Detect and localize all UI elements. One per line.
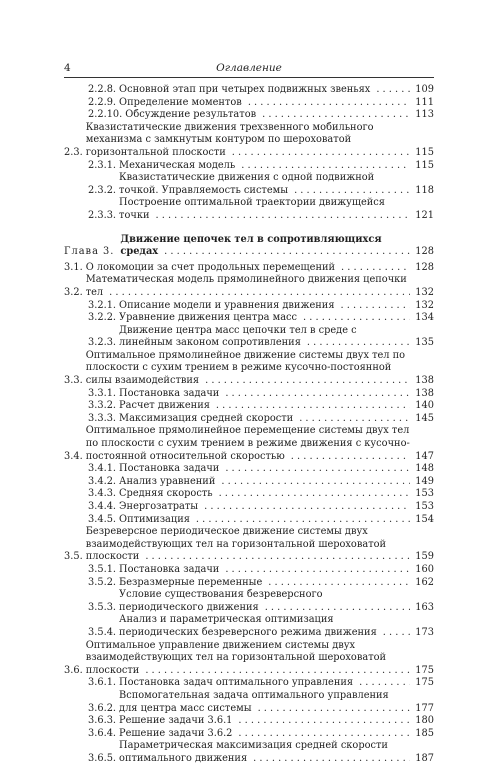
page-number: 4 [64, 62, 71, 74]
toc-entry-title-wrap [86, 526, 410, 564]
toc-subsection-entry [64, 97, 434, 110]
toc-entry-page: 115 [410, 160, 434, 173]
toc-entry-title: Основной этап при четырех подвижных звеньях [119, 84, 371, 95]
toc-entry-page: 154 [410, 514, 434, 527]
toc-entry-page: 138 [410, 388, 434, 401]
toc-entry-title-wrap [119, 160, 410, 173]
toc-entry-page: 115 [410, 147, 434, 160]
toc-entry-title: Движение центра масс цепочки тел в среде с линейным законом сопротивления [119, 324, 357, 349]
toc-entry-number: 3.3.3. [88, 412, 117, 424]
toc-entry-title-wrap [125, 109, 410, 122]
toc-entry-title-wrap [119, 514, 410, 527]
toc-entry-page: 135 [410, 337, 434, 350]
toc-entry-number: 3.4.1. [88, 463, 117, 475]
toc-entry-title-wrap [119, 312, 410, 325]
toc-entry-number: 3.4.5. [88, 513, 117, 525]
toc-subsection-entry [64, 677, 434, 690]
toc-subsection-entry [64, 614, 434, 639]
toc-entry-title-wrap [119, 400, 410, 413]
toc-entry-number: 3.3.2. [88, 400, 117, 412]
toc-entry-number: 3.6.3. [88, 715, 117, 727]
toc-entry-title-wrap [119, 325, 410, 350]
toc-subsection-entry [64, 300, 434, 313]
toc-subsection-entry [64, 312, 434, 325]
toc-entry-number: 2.2.8. [88, 84, 117, 95]
table-of-contents [64, 84, 434, 765]
toc-entry-page: 132 [410, 287, 434, 300]
toc-subsection-entry [64, 197, 434, 222]
toc-entry-page: 109 [410, 84, 434, 97]
toc-section-entry [64, 425, 434, 463]
toc-entry-number: 3.2.2. [88, 312, 117, 324]
toc-entry-title: Квазистатические движения трехзвенного мобильного механизма с замкнутым контуром по шероховатой горизонтальной плоскости [85, 121, 374, 158]
toc-entry-number: 3.5.3. [88, 601, 117, 613]
toc-subsection-entry [64, 715, 434, 728]
toc-entry-number: 3.6.4. [88, 727, 117, 739]
toc-subsection-entry [64, 577, 434, 590]
toc-entry-title-wrap [119, 740, 410, 765]
toc-entry-number: 2.3. [64, 146, 83, 158]
toc-entry-title: Безразмерные переменные [119, 576, 263, 588]
toc-entry-page: 185 [410, 728, 434, 741]
toc-entry-title: Построение оптимальной траектории движущейся точки [119, 197, 385, 221]
toc-entry-title-wrap [119, 715, 410, 728]
toc-entry-page: 138 [410, 375, 434, 388]
toc-entry-title: Анализ и параметрическая оптимизация периодических безреверсного режима движения [119, 614, 377, 638]
toc-entry-title-wrap [119, 300, 410, 313]
toc-entry-number: 3.4. [64, 450, 83, 462]
toc-entry-number: 2.3.1. [88, 159, 117, 171]
toc-entry-number: 2.2.9. [88, 96, 117, 108]
toc-subsection-entry [64, 84, 434, 97]
toc-subsection-entry [64, 463, 434, 476]
toc-entry-title: Решение задачи 3.6.2 [119, 727, 233, 739]
toc-entry-page: 187 [410, 753, 434, 765]
toc-entry-title-wrap [119, 97, 410, 110]
toc-entry-title-wrap [119, 388, 410, 401]
toc-entry-title: О локомоции за счет продольных перемещений [85, 261, 336, 273]
toc-entry-number: 3.3. [64, 375, 83, 387]
toc-section-entry [64, 274, 434, 299]
toc-entry-title-wrap [119, 84, 410, 97]
toc-entry-number: 3.3.1. [88, 387, 117, 399]
toc-entry-title: Квазистатические движения с одной подвижной точкой. Управляемость системы [119, 172, 375, 196]
toc-entry-title: Условие существования безреверсного периодического движения [119, 589, 323, 613]
toc-entry-title-wrap [119, 463, 410, 476]
toc-section-entry [64, 350, 434, 388]
toc-subsection-entry [64, 514, 434, 527]
toc-section-entry [64, 122, 434, 160]
toc-entry-number: 2.3.3. [88, 209, 117, 221]
toc-entry-title-wrap [119, 197, 410, 222]
toc-entry-title: Анализ уравнений [119, 475, 216, 487]
toc-entry-title: Уравнение движения центра масс [119, 312, 298, 324]
toc-entry-number: Глава 3. [64, 246, 115, 258]
toc-entry-title: Средняя скорость [119, 488, 213, 500]
toc-entry-page: 162 [410, 577, 434, 590]
toc-entry-page: 153 [410, 488, 434, 501]
toc-entry-page: 145 [410, 413, 434, 426]
toc-entry-title: Оптимальное управление движением системы двух взаимодействующих тел на горизонтальной шероховатой плоскости [85, 639, 387, 676]
toc-entry-page: 177 [410, 703, 434, 716]
toc-entry-title-wrap [119, 413, 410, 426]
toc-entry-number: 3.1. [64, 261, 83, 273]
toc-subsection-entry [64, 740, 434, 765]
toc-entry-title: Безреверсное периодическое движение системы двух взаимодействующих тел на горизонтальной шероховатой плоскости [85, 526, 387, 563]
toc-entry-title-wrap [86, 262, 410, 275]
toc-chapter-entry [64, 234, 434, 259]
toc-section-entry [64, 526, 434, 564]
toc-entry-number: 3.6.1. [88, 677, 117, 689]
toc-entry-page: 118 [410, 185, 434, 198]
toc-subsection-entry [64, 488, 434, 501]
running-header [64, 62, 434, 76]
toc-subsection-entry [64, 501, 434, 514]
toc-entry-page: 149 [410, 476, 434, 489]
toc-entry-title-wrap [86, 425, 410, 463]
toc-entry-number: 3.5.1. [88, 563, 117, 575]
toc-subsection-entry [64, 172, 434, 197]
toc-entry-number: 3.6.2. [88, 702, 117, 714]
toc-entry-page: 128 [410, 262, 434, 275]
toc-entry-title-wrap [86, 640, 410, 678]
toc-entry-title: Энергозатраты [119, 501, 199, 512]
toc-entry-number: 3.2.1. [88, 299, 117, 311]
toc-entry-title: Постановка задач оптимального управления [119, 677, 354, 689]
toc-subsection-entry [64, 388, 434, 401]
toc-entry-title: Оптимальное прямолинейное движение системы двух тел по плоскости с сухим трением в режиме кусочно-постоянной силы взаимодействия [85, 349, 406, 387]
toc-entry-title: Математическая модель прямолинейного движения цепочки тел [85, 274, 407, 298]
toc-entry-number: 2.2.10. [88, 109, 123, 121]
toc-subsection-entry [64, 109, 434, 122]
toc-entry-title: Вспомогательная задача оптимального управления для центра масс системы [119, 689, 389, 714]
toc-entry-title: Определение моментов [119, 96, 242, 108]
toc-entry-number: 3.6. [64, 664, 83, 676]
toc-entry-page: 132 [410, 300, 434, 313]
toc-entry-title: Оптимальное прямолинейное перемещение системы двух тел по плоскости с сухим трением в режиме движения с кусочно-постоянной относительной скоростью [85, 425, 410, 462]
toc-entry-page: 148 [410, 463, 434, 476]
toc-entry-title-wrap [119, 564, 410, 577]
toc-entry-title: Движение цепочек тел в сопротивляющихся средах [120, 233, 382, 258]
toc-entry-page: 140 [410, 400, 434, 413]
toc-entry-number: 3.4.2. [88, 475, 117, 487]
toc-entry-title-wrap [86, 274, 410, 299]
toc-entry-title: Расчет движения [119, 400, 210, 412]
toc-entry-number: 3.4.4. [88, 501, 117, 512]
toc-entry-title-wrap [86, 122, 410, 160]
toc-entry-page: 113 [410, 109, 434, 122]
toc-entry-page: 121 [410, 210, 434, 223]
toc-entry-page: 128 [410, 246, 434, 259]
toc-entry-title: Оптимизация [119, 513, 190, 525]
toc-entry-number: 3.2.3. [88, 337, 117, 349]
toc-entry-number: 3.2. [64, 286, 83, 298]
toc-subsection-entry [64, 413, 434, 426]
toc-entry-page: 111 [410, 97, 434, 110]
toc-entry-title-wrap [119, 501, 410, 514]
toc-entry-title: Решение задачи 3.6.1 [119, 715, 233, 727]
toc-entry-number: 3.5.4. [88, 626, 117, 638]
toc-entry-title-wrap [119, 577, 410, 590]
toc-entry-title-wrap [119, 614, 410, 639]
toc-entry-title: Механическая модель [119, 159, 236, 171]
toc-entry-title: Постановка задачи [119, 563, 220, 575]
toc-entry-page: 147 [410, 451, 434, 464]
toc-entry-page: 134 [410, 312, 434, 325]
toc-entry-page: 159 [410, 551, 434, 564]
toc-entry-title: Постановка задачи [119, 463, 220, 475]
toc-subsection-entry [64, 690, 434, 715]
toc-subsection-entry [64, 564, 434, 577]
toc-entry-title-wrap [86, 350, 410, 388]
toc-entry-number: 3.5. [64, 551, 83, 563]
toc-entry-page: 173 [410, 627, 434, 640]
toc-entry-title-wrap [119, 172, 410, 197]
toc-subsection-entry [64, 325, 434, 350]
toc-entry-number: 2.3.2. [88, 184, 117, 196]
toc-entry-number: 3.6.5. [88, 752, 117, 764]
toc-subsection-entry [64, 160, 434, 173]
toc-entry-title-wrap [119, 690, 410, 715]
toc-entry-number: 3.4.3. [88, 488, 117, 500]
toc-entry-page: 175 [410, 677, 434, 690]
toc-entry-title-wrap [120, 234, 410, 259]
toc-entry-number: 3.5.2. [88, 576, 117, 588]
toc-section-entry [64, 640, 434, 678]
toc-entry-title: Описание модели и уравнения движения [119, 299, 335, 311]
toc-subsection-entry [64, 400, 434, 413]
toc-entry-title-wrap [119, 476, 410, 489]
toc-subsection-entry [64, 589, 434, 614]
toc-entry-title-wrap [119, 488, 410, 501]
toc-entry-title-wrap [119, 728, 410, 741]
header-rule [64, 77, 434, 78]
toc-subsection-entry [64, 728, 434, 741]
toc-entry-title: Параметрическая максимизация средней скорости оптимального движения [119, 740, 388, 764]
toc-entry-page: 175 [410, 665, 434, 678]
toc-entry-page: 153 [410, 501, 434, 514]
running-title: Оглавление [216, 62, 282, 74]
toc-subsection-entry [64, 476, 434, 489]
toc-entry-title: Постановка задачи [119, 387, 220, 399]
toc-section-entry [64, 262, 434, 275]
toc-entry-title-wrap [119, 589, 410, 614]
toc-entry-page: 180 [410, 715, 434, 728]
toc-entry-title: Максимизация средней скорости [119, 412, 294, 424]
toc-entry-page: 160 [410, 564, 434, 577]
toc-entry-page: 163 [410, 602, 434, 615]
toc-entry-title-wrap [119, 677, 410, 690]
toc-entry-title: Обсуждение результатов [125, 109, 257, 121]
